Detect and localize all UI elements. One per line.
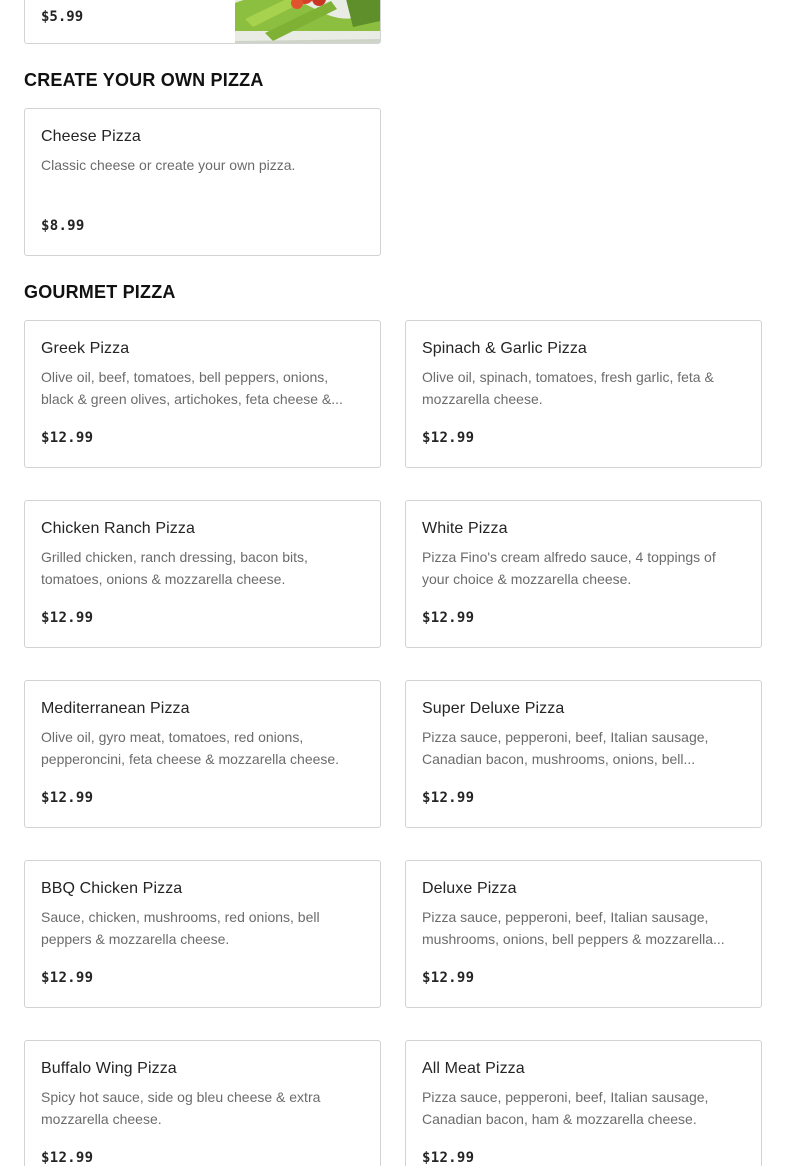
item-description: Pizza sauce, pepperoni, beef, Italian sausage, Canadian bacon, mushrooms, onions, bell... — [422, 729, 709, 767]
menu-item-card[interactable] — [405, 680, 762, 828]
section-title: GOURMET PIZZA — [24, 282, 176, 302]
item-name: All Meat Pizza — [422, 1060, 525, 1077]
section-title: CREATE YOUR OWN PIZZA — [24, 70, 264, 90]
item-price: $12.99 — [41, 790, 94, 806]
menu-item-card[interactable] — [405, 500, 762, 648]
menu-item-card[interactable] — [24, 108, 381, 256]
menu-item-card[interactable] — [24, 680, 381, 828]
menu-item-card[interactable] — [405, 860, 762, 1008]
item-price: $12.99 — [422, 610, 475, 626]
item-description: Olive oil, spinach, tomatoes, fresh garlic, feta & mozzarella cheese. — [422, 369, 714, 407]
item-price: $12.99 — [422, 1150, 475, 1166]
item-price: $12.99 — [422, 790, 475, 806]
menu-item-card[interactable] — [405, 1040, 762, 1166]
item-name: Buffalo Wing Pizza — [41, 1060, 177, 1077]
item-description: Sauce, chicken, mushrooms, red onions, bell peppers & mozzarella cheese. — [41, 909, 320, 947]
menu-item-card[interactable] — [24, 1040, 381, 1166]
item-name: Mediterranean Pizza — [41, 700, 190, 717]
item-description: Spicy hot sauce, side og bleu cheese & extra mozzarella cheese. — [41, 1089, 321, 1127]
item-name: Chicken Ranch Pizza — [41, 520, 195, 537]
item-name: Super Deluxe Pizza — [422, 700, 565, 717]
menu-item-card[interactable] — [24, 0, 381, 44]
item-price: $12.99 — [41, 430, 94, 446]
item-description: Olive oil, gyro meat, tomatoes, red onions, pepperoncini, feta cheese & mozzarella cheese. — [41, 729, 340, 767]
menu-item-card[interactable] — [405, 320, 762, 468]
item-price: $12.99 — [41, 970, 94, 986]
item-price: $12.99 — [41, 1150, 94, 1166]
item-name: Greek Pizza — [41, 340, 130, 357]
menu-item-card[interactable] — [24, 500, 381, 648]
item-price: $8.99 — [41, 218, 85, 234]
menu-item-card[interactable] — [24, 860, 381, 1008]
menu-item-card[interactable] — [24, 320, 381, 468]
item-name: Deluxe Pizza — [422, 880, 517, 897]
item-price: $12.99 — [422, 430, 475, 446]
item-description: Pizza Fino's cream alfredo sauce, 4 toppings of your choice & mozzarella cheese. — [422, 549, 716, 587]
item-description: Pizza sauce, pepperoni, beef, Italian sausage, mushrooms, onions, bell peppers & mozzarella... — [422, 909, 725, 947]
item-price: $5.99 — [41, 9, 84, 25]
item-description: Olive oil, beef, tomatoes, bell peppers, onions, black & green olives, artichokes, feta cheese &... — [41, 369, 343, 407]
item-photo — [235, 0, 380, 44]
item-price: $12.99 — [41, 610, 94, 626]
item-description: Grilled chicken, ranch dressing, bacon bits, tomatoes, onions & mozzarella cheese. — [41, 549, 308, 587]
item-name: Spinach & Garlic Pizza — [422, 340, 587, 357]
item-name: White Pizza — [422, 520, 508, 537]
item-description: Classic cheese or create your own pizza. — [41, 157, 296, 173]
item-name: BBQ Chicken Pizza — [41, 880, 183, 897]
item-name: Cheese Pizza — [41, 128, 141, 145]
item-price: $12.99 — [422, 970, 475, 986]
item-description: Pizza sauce, pepperoni, beef, Italian sausage, Canadian bacon, ham & mozzarella cheese. — [422, 1089, 709, 1127]
